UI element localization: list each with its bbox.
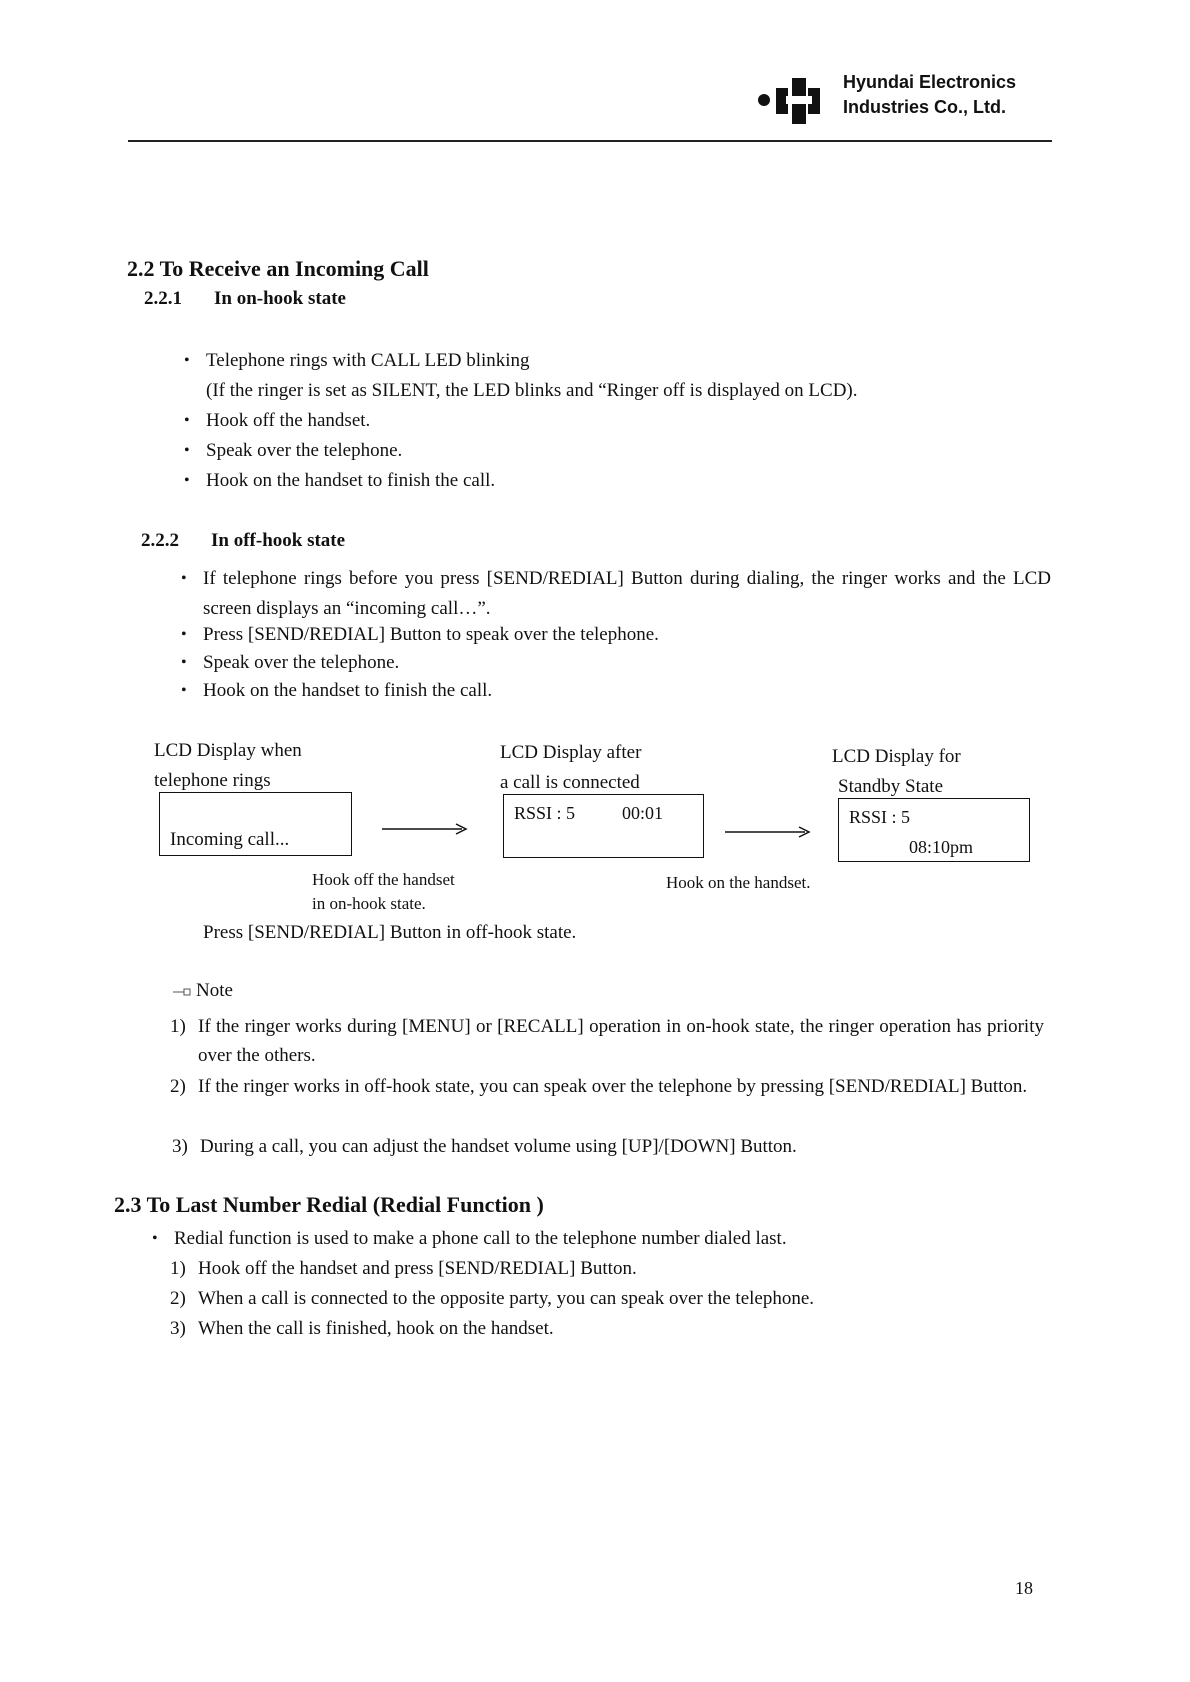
action3-label: Press [SEND/REDIAL] Button in off-hook state.: [203, 922, 577, 943]
company-name-line2: Industries Co., Ltd.: [843, 97, 1007, 117]
section-2-2-title: 2.2 To Receive an Incoming Call: [127, 256, 429, 281]
lcd2-caption-line1: LCD Display after: [500, 742, 642, 763]
lcd3-caption-line1: LCD Display for: [832, 746, 961, 767]
step-text: Hook off the handset and press [SEND/REDIAL] Button.: [198, 1258, 637, 1279]
lcd3-time: 08:10pm: [909, 837, 974, 857]
lcd3-caption-line2: Standby State: [838, 776, 944, 797]
list-item: • Press [SEND/REDIAL] Button to speak over the telephone.: [203, 622, 659, 648]
note-item-number: 3): [172, 1136, 188, 1157]
note-heading: [172, 980, 233, 1002]
lcd2-rssi: RSSI : 5: [514, 803, 576, 823]
note-item-3: [172, 1132, 1046, 1161]
redial-step-3: [170, 1314, 554, 1343]
pointing-hand-icon: [172, 986, 192, 998]
lcd3-display: [838, 798, 1030, 862]
redial-step-1: [170, 1254, 637, 1283]
lcd1-text: Incoming call...: [170, 829, 290, 850]
section-2-3-title: 2.3 To Last Number Redial (Redial Function ): [114, 1192, 544, 1217]
subsection-2-2-1-title: [144, 288, 346, 310]
subsection-label: In on-hook state: [214, 288, 346, 309]
action1-label-line2: in on-hook state.: [312, 894, 426, 913]
list-item: • Redial function is used to make a phone call to the telephone number dialed last.: [174, 1226, 787, 1252]
list-item: • Hook on the handset to finish the call.: [203, 678, 492, 704]
lcd2-time: 00:01: [622, 803, 664, 823]
step-number: 1): [170, 1258, 186, 1279]
lcd2-caption: [500, 738, 641, 798]
list-item-note: (If the ringer is set as SILENT, the LED blinks and “Ringer off is displayed on LCD).: [206, 380, 858, 401]
note-item-2: [170, 1072, 1044, 1101]
note-label: Note: [196, 980, 233, 1001]
company-logo: [756, 70, 826, 126]
lcd1-caption-line1: LCD Display when: [154, 740, 302, 761]
list-item: • Hook off the handset.: [206, 408, 370, 434]
subsection-number: 2.2.1: [144, 288, 182, 309]
subsection-label: In off-hook state: [211, 530, 346, 551]
step-number: 2): [170, 1288, 186, 1309]
lcd2-caption-line2: a call is connected: [500, 772, 640, 793]
action2-label: Hook on the handset.: [666, 873, 811, 892]
header-divider: [128, 140, 1052, 142]
subsection-2-2-2-title: [141, 530, 345, 552]
note-item-number: 1): [170, 1016, 186, 1037]
arrow-right-icon: [725, 825, 811, 839]
lcd2-display: [503, 794, 704, 858]
note-item-text: If the ringer works in off-hook state, you can speak over the telephone by pressing [SEND/REDIAL] Button.: [198, 1076, 1028, 1097]
company-name: [843, 70, 1016, 120]
redial-step-2: [170, 1284, 815, 1313]
note-item-text: If the ringer works during [MENU] or [RECALL] operation in on-hook state, the ringer operation has priority over the others.: [198, 1016, 1044, 1066]
lcd1-display: [159, 792, 352, 856]
step-number: 3): [170, 1318, 186, 1339]
lcd3-rssi: RSSI : 5: [849, 807, 911, 827]
page-number: 18: [1015, 1578, 1033, 1598]
list-item: • Speak over the telephone.: [203, 650, 399, 676]
step-text: When a call is connected to the opposite party, you can speak over the telephone.: [198, 1288, 815, 1309]
action1-label-line1: Hook off the handset: [312, 870, 455, 889]
note-item-text: During a call, you can adjust the handset volume using [UP]/[DOWN] Button.: [200, 1136, 797, 1157]
action1-label: [312, 868, 455, 916]
lcd1-caption: [154, 736, 302, 796]
note-item-number: 2): [170, 1076, 186, 1097]
lcd3-caption: [832, 742, 961, 802]
list-item: • Speak over the telephone.: [206, 438, 402, 464]
arrow-right-icon: [382, 822, 468, 836]
company-name-line1: Hyundai Electronics: [843, 72, 1017, 92]
list-item: • If telephone rings before you press [SEND/REDIAL] Button during dialing, the ringer works and the LCD screen displays an “incoming call…”.: [203, 564, 1051, 624]
subsection-number: 2.2.2: [141, 530, 179, 551]
list-item: • Telephone rings with CALL LED blinking: [206, 348, 530, 374]
list-item: • Hook on the handset to finish the call.: [206, 468, 495, 494]
note-item-1: [170, 1012, 1044, 1070]
lcd1-caption-line2: telephone rings: [154, 770, 271, 791]
step-text: When the call is finished, hook on the handset.: [198, 1318, 554, 1339]
